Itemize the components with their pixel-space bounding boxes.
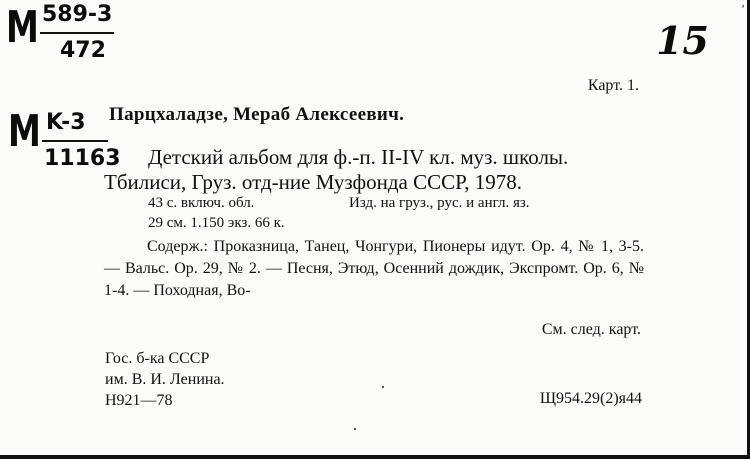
card-number: Карт. 1. bbox=[587, 77, 639, 94]
corner-mark: ʼ bbox=[741, 2, 745, 16]
handwritten-fraction-line-bottom bbox=[42, 140, 108, 142]
library-line-1: Гос. б-ка СССР bbox=[105, 350, 210, 367]
edition-note: Изд. на груз., рус. и англ. яз. bbox=[349, 195, 530, 211]
handwritten-shelf-top-denominator: 472 bbox=[60, 38, 106, 63]
see-next-card: См. след. карт. bbox=[541, 321, 641, 338]
pages-note: 43 с. включ. обл. bbox=[148, 195, 255, 211]
library-line-2: им. В. И. Ленина. bbox=[105, 371, 225, 388]
format-note: 29 см. 1.150 экз. 66 к. bbox=[148, 215, 285, 231]
library-line-3: Н921—78 bbox=[105, 392, 173, 409]
handwritten-mark-top: M bbox=[6, 2, 39, 53]
handwritten-shelf-bottom-denominator: 11163 bbox=[44, 146, 121, 171]
classification-code: Щ954.29(2)я44 bbox=[539, 390, 642, 407]
speck bbox=[382, 386, 384, 388]
title-line-1: Детский альбом для ф.-п. II-IV кл. муз. школы. bbox=[148, 145, 569, 169]
author-heading: Парцхаладзе, Мераб Алексеевич. bbox=[109, 104, 405, 125]
handwritten-mark-bottom: M bbox=[8, 106, 41, 157]
handwritten-shelf-bottom-numerator: K-3 bbox=[46, 110, 86, 135]
title-line-2: Тбилиси, Груз. отд-ние Музфонда СССР, 1978. bbox=[104, 170, 522, 194]
handwritten-scribble: 15 bbox=[656, 18, 709, 63]
contents-note: Содерж.: Проказница, Танец, Чонгури, Пионеры идут. Ор. 4, № 1, 3-5. — Вальс. Ор. 29, № 2. — Песня, Этюд, Осенний дождик, Экспромт. Ор. 6, № 1-4. — Походная, Во- bbox=[104, 238, 644, 299]
handwritten-shelf-top-numerator: 589-3 bbox=[42, 2, 113, 27]
handwritten-fraction-line-top bbox=[40, 32, 114, 34]
speck bbox=[354, 428, 356, 430]
library-stamp bbox=[105, 348, 225, 411]
